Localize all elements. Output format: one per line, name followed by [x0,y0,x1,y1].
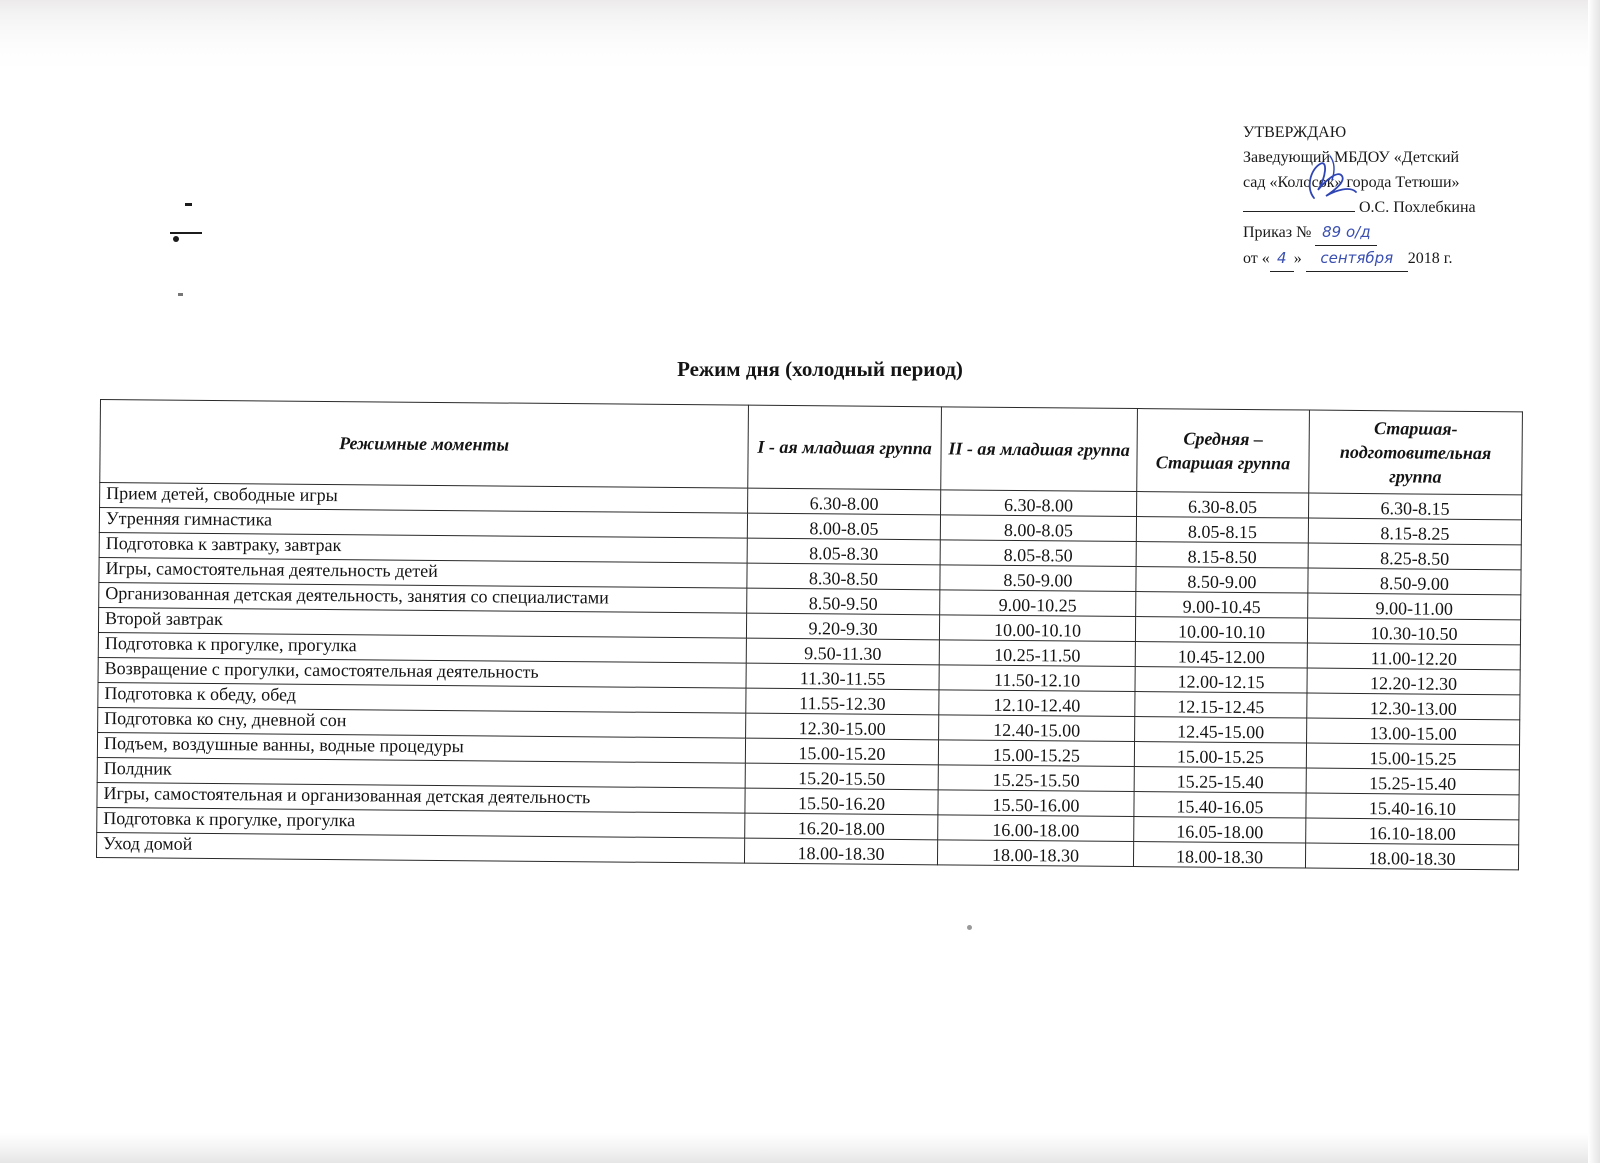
time-cell: 11.00-12.20 [1307,643,1520,670]
activity-cell: Подготовка к прогулке, прогулка [98,632,746,663]
time-cell: 8.15-8.25 [1308,518,1521,545]
time-cell: 15.50-16.00 [938,790,1134,817]
time-cell: 12.45-15.00 [1135,717,1307,744]
date-prefix: от « [1243,250,1270,267]
time-cell: 16.05-18.00 [1134,817,1306,844]
date-mid: » [1293,250,1302,267]
activity-cell: Прием детей, свободные игры [100,483,748,514]
approval-block [1243,120,1533,272]
time-cell: 12.40-15.00 [939,715,1135,742]
time-cell: 13.00-15.00 [1307,718,1520,745]
activity-cell: Организованная детская деятельность, занятия со специалистами [99,582,747,613]
time-cell: 18.00-18.30 [1133,842,1305,869]
approval-position-line2: сад «Колосок» города Тетюши» [1243,174,1460,191]
time-cell: 6.30-8.15 [1309,493,1522,520]
time-cell: 15.00-15.20 [745,738,938,765]
time-cell: 8.50-9.00 [940,565,1136,592]
signer-name: О.С. Похлебкина [1359,199,1476,216]
time-cell: 15.00-15.25 [1134,742,1306,769]
time-cell: 15.50-16.20 [745,788,938,815]
table-header-row [100,400,1523,495]
time-cell: 12.15-12.45 [1135,692,1307,719]
time-cell: 6.30-8.00 [941,490,1137,517]
approval-order-line [1243,220,1533,246]
time-cell: 12.20-12.30 [1307,668,1520,695]
time-cell: 15.25-15.40 [1134,767,1306,794]
time-cell: 8.05-8.30 [747,538,940,565]
time-cell: 9.20-9.30 [746,613,939,640]
time-cell: 11.50-12.10 [939,665,1135,692]
time-cell: 11.30-11.55 [746,663,939,690]
time-cell: 9.00-10.45 [1136,592,1308,619]
time-cell: 10.45-12.00 [1135,642,1307,669]
activity-cell: Подготовка к прогулке, прогулка [97,807,745,838]
time-cell: 8.30-8.50 [747,563,940,590]
time-cell: 10.25-11.50 [939,640,1135,667]
header-group-senior-prep: Старшая-подготовительная группа [1309,410,1523,495]
time-cell: 10.00-10.10 [1135,617,1307,644]
time-cell: 12.10-12.40 [939,690,1135,717]
activity-cell: Возвращение с прогулки, самостоятельная деятельность [98,657,746,688]
time-cell: 18.00-18.30 [744,838,937,865]
time-cell: 8.15-8.50 [1136,542,1308,569]
scan-speck [173,236,179,242]
time-cell: 8.00-8.05 [747,513,940,540]
time-cell: 8.05-8.15 [1136,517,1308,544]
time-cell: 15.00-15.25 [938,740,1134,767]
time-cell: 8.00-8.05 [940,515,1136,542]
handwritten-signature [1296,150,1366,210]
time-cell: 15.20-15.50 [745,763,938,790]
activity-cell: Второй завтрак [98,607,746,638]
date-year: 2018 г. [1407,250,1453,267]
approval-date-line [1243,246,1533,272]
header-activity: Режимные моменты [100,400,749,489]
approval-signature-line [1243,195,1533,220]
time-cell: 8.05-8.50 [940,540,1136,567]
time-cell: 18.00-18.30 [1305,843,1518,870]
time-cell: 15.25-15.50 [938,765,1134,792]
approval-heading: УТВЕРЖДАЮ [1243,124,1347,141]
time-cell: 12.00-12.15 [1135,667,1307,694]
activity-cell: Игры, самостоятельная и организованная детская деятельность [97,782,745,813]
time-cell: 12.30-15.00 [746,713,939,740]
scan-speck [170,232,202,234]
date-day: 4 [1270,246,1294,272]
time-cell: 15.25-15.40 [1306,768,1519,795]
time-cell: 16.20-18.00 [745,813,938,840]
time-cell: 9.50-11.30 [746,638,939,665]
scan-speck [967,925,972,930]
time-cell: 8.50-9.00 [1308,568,1521,595]
schedule-table [96,399,1523,870]
time-cell: 6.30-8.05 [1137,492,1309,519]
activity-cell: Подготовка к завтраку, завтрак [99,532,747,563]
header-group-junior-2: II - ая младшая группа [941,407,1138,492]
approval-position-line1: Заведующий МБДОУ «Детский [1243,149,1460,166]
time-cell: 18.00-18.30 [937,840,1133,867]
time-cell: 12.30-13.00 [1307,693,1520,720]
activity-cell: Игры, самостоятельная деятельность детей [99,557,747,588]
order-label: Приказ № [1243,224,1312,241]
scan-speck [178,293,183,296]
time-cell: 8.50-9.00 [1136,567,1308,594]
time-cell: 15.00-15.25 [1306,743,1519,770]
time-cell: 10.30-10.50 [1307,618,1520,645]
activity-cell: Уход домой [96,832,744,863]
scan-speck [185,203,192,206]
date-month: сентября [1306,246,1408,272]
header-group-junior-1: I - ая младшая группа [748,405,942,490]
time-cell: 16.00-18.00 [938,815,1134,842]
time-cell: 9.00-11.00 [1308,593,1521,620]
time-cell: 15.40-16.05 [1134,792,1306,819]
time-cell: 8.50-9.50 [747,588,940,615]
order-number: 89 о/д [1315,220,1377,246]
scan-edge-top [0,0,1600,70]
time-cell: 10.00-10.10 [939,615,1135,642]
activity-cell: Подъем, воздушные ванны, водные процедуры [97,732,745,763]
time-cell: 6.30-8.00 [748,488,941,515]
activity-cell: Утренняя гимнастика [99,508,747,539]
time-cell: 8.25-8.50 [1308,543,1521,570]
activity-cell: Подготовка ко сну, дневной сон [98,707,746,738]
time-cell: 11.55-12.30 [746,688,939,715]
scan-edge-right [1588,0,1600,1163]
activity-cell: Полдник [97,757,745,788]
activity-cell: Подготовка к обеду, обед [98,682,746,713]
time-cell: 9.00-10.25 [940,590,1136,617]
scan-edge-bottom [0,1133,1600,1163]
time-cell: 16.10-18.00 [1306,818,1519,845]
document-title: Режим дня (холодный период) [677,357,963,381]
time-cell: 15.40-16.10 [1306,793,1519,820]
header-group-middle-senior: Средняя – Старшая группа [1137,409,1310,493]
